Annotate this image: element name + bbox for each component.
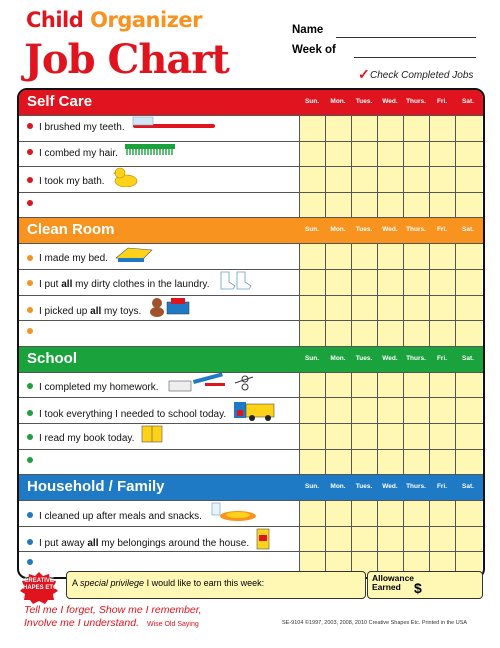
check-cell[interactable] — [377, 424, 404, 449]
bullet-icon — [27, 123, 33, 129]
check-cell[interactable] — [351, 450, 378, 475]
bullet-icon — [27, 280, 33, 286]
day-header: Sun. — [304, 483, 320, 491]
allowance-label: Allowance Earned — [372, 573, 415, 592]
bullet-icon — [27, 383, 33, 389]
task-label: I put all my dirty clothes in the laundry. — [27, 276, 255, 293]
toys-icon — [147, 296, 191, 321]
check-cell[interactable] — [429, 244, 456, 269]
day-header: Fri. — [436, 354, 448, 362]
check-cell[interactable] — [351, 321, 378, 346]
day-header: Mon. — [330, 226, 346, 234]
dollar-sign: $ — [414, 580, 422, 596]
day-header: Thurs. — [406, 354, 426, 362]
task-label: I combed my hair. — [27, 148, 176, 159]
check-cell[interactable] — [455, 296, 482, 321]
task-label — [27, 558, 39, 569]
subtitle-word-child: Child — [26, 8, 84, 32]
bullet-icon — [27, 410, 33, 416]
day-cells — [299, 193, 483, 218]
saying-line-2: Involve me I understand. — [24, 617, 139, 629]
check-cell[interactable] — [351, 167, 378, 192]
bullet-icon — [27, 307, 33, 313]
bullet-icon — [27, 457, 33, 463]
task-label: I took my bath. — [27, 173, 139, 190]
day-cells — [299, 321, 483, 346]
check-completed-note: Check Completed Jobs — [370, 70, 474, 81]
task-label: I put away all my belongings around the house. — [27, 533, 271, 554]
bullet-icon — [27, 434, 33, 440]
check-cell[interactable] — [377, 321, 404, 346]
check-cell[interactable] — [455, 193, 482, 218]
task-row — [19, 372, 483, 398]
section-title: Self Care — [27, 93, 93, 110]
check-cell[interactable] — [377, 501, 404, 526]
check-cell[interactable] — [429, 193, 456, 218]
bullet-icon — [27, 149, 33, 155]
check-cell[interactable] — [455, 450, 482, 475]
check-cell[interactable] — [403, 296, 430, 321]
day-header: Thurs. — [406, 98, 426, 105]
plate-icon — [208, 501, 258, 526]
check-cell[interactable] — [455, 424, 482, 449]
day-cells — [299, 296, 483, 321]
check-cell[interactable] — [351, 373, 378, 398]
saying — [24, 604, 202, 631]
check-cell[interactable] — [325, 167, 352, 192]
week-field[interactable] — [292, 44, 336, 56]
check-cell[interactable] — [351, 116, 378, 141]
task-row — [19, 320, 483, 346]
task-row — [19, 192, 483, 218]
bullet-icon — [27, 328, 33, 334]
checkmark-icon: ✓ — [358, 66, 370, 82]
check-cell[interactable] — [351, 270, 378, 295]
task-row — [19, 423, 483, 449]
socks-icon — [215, 270, 255, 293]
day-header: Sun. — [304, 354, 320, 362]
check-cell[interactable] — [299, 270, 326, 295]
task-row — [19, 166, 483, 192]
check-cell[interactable] — [351, 501, 378, 526]
check-cell[interactable] — [455, 116, 482, 141]
check-cell[interactable] — [429, 450, 456, 475]
check-cell[interactable] — [455, 501, 482, 526]
day-cells — [299, 270, 483, 295]
bullet-icon — [27, 512, 33, 518]
check-cell[interactable] — [429, 373, 456, 398]
check-cell[interactable] — [325, 321, 352, 346]
day-header: Mon. — [330, 483, 346, 491]
check-cell[interactable] — [325, 450, 352, 475]
bullet-icon — [27, 539, 33, 545]
task-label: I took everything I needed to school today. — [27, 404, 276, 425]
task-row — [19, 295, 483, 321]
day-header: Fri. — [436, 483, 448, 491]
bed-icon — [114, 244, 154, 267]
check-cell[interactable] — [325, 193, 352, 218]
check-cell[interactable] — [455, 167, 482, 192]
day-cells — [299, 244, 483, 269]
check-cell[interactable] — [299, 527, 326, 552]
day-header: Sun. — [304, 226, 320, 234]
check-cell[interactable] — [403, 373, 430, 398]
task-label: I brushed my teeth. — [27, 122, 217, 133]
check-cell[interactable] — [429, 296, 456, 321]
check-cell[interactable] — [455, 142, 482, 167]
check-cell[interactable] — [377, 116, 404, 141]
task-label — [27, 199, 39, 210]
check-cell[interactable] — [429, 270, 456, 295]
day-header: Sun. — [304, 98, 320, 105]
day-header: Tues. — [355, 354, 373, 362]
task-row — [19, 243, 483, 269]
privilege-prompt: A special privilege I would like to earn this week: — [72, 578, 265, 588]
check-cell[interactable] — [325, 527, 352, 552]
saying-attribution: Wise Old Saying — [146, 621, 199, 628]
task-label: I read my book today. — [27, 430, 164, 447]
check-cell[interactable] — [325, 296, 352, 321]
check-cell[interactable] — [455, 398, 482, 423]
check-cell[interactable] — [455, 373, 482, 398]
check-cell[interactable] — [299, 450, 326, 475]
copyright: SE-9104 ©1997, 2003, 2008, 2010 Creative Shapes Etc. Printed in the USA — [282, 620, 468, 626]
bullet-icon — [27, 559, 33, 565]
allowance-box[interactable] — [367, 571, 483, 599]
check-cell[interactable] — [377, 527, 404, 552]
day-header: Wed. — [382, 483, 398, 491]
creative-shapes-logo — [19, 571, 59, 605]
bullet-icon — [27, 255, 33, 261]
check-cell[interactable] — [377, 398, 404, 423]
day-header: Tues. — [355, 98, 373, 105]
day-header: Wed. — [382, 226, 398, 234]
check-cell[interactable] — [403, 142, 430, 167]
brand-subtitle — [26, 8, 202, 32]
day-cells — [299, 398, 483, 423]
day-header: Sat. — [462, 98, 474, 105]
special-privilege-box[interactable] — [66, 571, 366, 599]
check-cell[interactable] — [429, 424, 456, 449]
check-cell[interactable] — [325, 142, 352, 167]
check-cell[interactable] — [299, 193, 326, 218]
check-cell[interactable] — [351, 244, 378, 269]
check-cell[interactable] — [351, 398, 378, 423]
check-cell[interactable] — [429, 501, 456, 526]
name-field[interactable] — [292, 24, 323, 36]
school-bus-icon — [232, 398, 276, 425]
check-cell[interactable] — [351, 142, 378, 167]
check-cell[interactable] — [325, 398, 352, 423]
check-cell[interactable] — [325, 424, 352, 449]
check-cell[interactable] — [429, 167, 456, 192]
day-cells — [299, 142, 483, 167]
task-row — [19, 449, 483, 475]
bullet-icon — [27, 177, 33, 183]
section-title: Clean Room — [27, 221, 115, 239]
check-cell[interactable] — [377, 296, 404, 321]
day-cells — [299, 116, 483, 141]
check-cell[interactable] — [455, 244, 482, 269]
check-cell[interactable] — [299, 373, 326, 398]
check-cell[interactable] — [325, 270, 352, 295]
check-cell[interactable] — [377, 167, 404, 192]
check-cell[interactable] — [325, 244, 352, 269]
task-row — [19, 526, 483, 552]
subtitle-word-organizer: Organizer — [90, 8, 202, 32]
check-cell[interactable] — [377, 373, 404, 398]
check-cell[interactable] — [429, 116, 456, 141]
school-supplies-icon — [165, 373, 255, 396]
check-cell[interactable] — [403, 244, 430, 269]
check-cell[interactable] — [403, 116, 430, 141]
check-cell[interactable] — [403, 193, 430, 218]
logo-text: CREATIVE SHAPES ETC. — [19, 578, 60, 591]
check-cell[interactable] — [351, 193, 378, 218]
check-cell[interactable] — [403, 501, 430, 526]
check-cell[interactable] — [455, 270, 482, 295]
check-cell[interactable] — [299, 244, 326, 269]
day-header: Thurs. — [406, 483, 426, 491]
task-row — [19, 500, 483, 526]
comb-icon — [124, 142, 176, 159]
check-cell[interactable] — [299, 424, 326, 449]
day-cells — [299, 501, 483, 526]
check-cell[interactable] — [325, 501, 352, 526]
check-cell[interactable] — [403, 424, 430, 449]
check-cell[interactable] — [325, 116, 352, 141]
check-cell[interactable] — [429, 142, 456, 167]
check-cell[interactable] — [429, 321, 456, 346]
check-cell[interactable] — [455, 527, 482, 552]
day-header: Sat. — [462, 483, 474, 491]
day-header: Fri. — [436, 226, 448, 234]
day-header: Mon. — [330, 98, 346, 105]
check-cell[interactable] — [403, 527, 430, 552]
check-cell[interactable] — [429, 398, 456, 423]
check-cell[interactable] — [403, 270, 430, 295]
check-cell[interactable] — [299, 142, 326, 167]
check-cell[interactable] — [299, 116, 326, 141]
check-cell[interactable] — [377, 450, 404, 475]
check-cell[interactable] — [403, 398, 430, 423]
task-row — [19, 269, 483, 295]
day-header: Sat. — [462, 354, 474, 362]
check-cell[interactable] — [403, 450, 430, 475]
day-cells — [299, 527, 483, 552]
section-header — [19, 474, 483, 500]
section-title: Household / Family — [27, 478, 165, 496]
check-cell[interactable] — [377, 142, 404, 167]
section-header — [19, 346, 483, 372]
check-cell[interactable] — [377, 244, 404, 269]
check-cell[interactable] — [351, 296, 378, 321]
cereal-box-icon — [255, 527, 271, 554]
task-label: I cleaned up after meals and snacks. — [27, 507, 258, 526]
day-cells — [299, 424, 483, 449]
check-cell[interactable] — [377, 193, 404, 218]
check-cell[interactable] — [351, 424, 378, 449]
check-cell[interactable] — [351, 527, 378, 552]
task-row — [19, 397, 483, 423]
page-title: Job Chart — [24, 36, 229, 83]
task-label: I picked up all my toys. — [27, 302, 191, 321]
check-cell[interactable] — [299, 321, 326, 346]
job-chart — [17, 88, 485, 579]
section-header — [19, 217, 483, 243]
day-header: Sat. — [462, 226, 474, 234]
check-cell[interactable] — [403, 167, 430, 192]
week-line[interactable] — [354, 57, 476, 58]
day-cells — [299, 450, 483, 475]
day-header: Fri. — [436, 98, 448, 105]
task-row — [19, 115, 483, 141]
week-label: Week of — [292, 44, 336, 56]
book-icon — [140, 424, 164, 447]
day-header: Tues. — [355, 226, 373, 234]
saying-line-1: Tell me I forget, Show me I remember, — [24, 604, 202, 616]
task-label: I completed my homework. — [27, 379, 255, 396]
task-row — [19, 141, 483, 167]
check-cell[interactable] — [403, 321, 430, 346]
bullet-icon — [27, 200, 33, 206]
day-header: Tues. — [355, 483, 373, 491]
day-header: Mon. — [330, 354, 346, 362]
day-header: Thurs. — [406, 226, 426, 234]
check-cell[interactable] — [377, 270, 404, 295]
check-cell[interactable] — [299, 398, 326, 423]
day-cells — [299, 373, 483, 398]
name-line[interactable] — [336, 37, 476, 38]
task-label — [27, 327, 39, 338]
day-header: Wed. — [382, 354, 398, 362]
day-cells — [299, 167, 483, 192]
check-cell[interactable] — [299, 501, 326, 526]
task-label: I made my bed. — [27, 250, 154, 267]
toothbrush-icon — [131, 116, 217, 133]
check-cell[interactable] — [299, 167, 326, 192]
task-label — [27, 456, 39, 467]
section-title: School — [27, 349, 78, 367]
day-header: Wed. — [382, 98, 398, 105]
section-header — [19, 90, 483, 115]
name-label: Name — [292, 24, 324, 36]
check-cell[interactable] — [455, 321, 482, 346]
check-cell[interactable] — [299, 296, 326, 321]
check-cell[interactable] — [325, 373, 352, 398]
check-cell[interactable] — [429, 527, 456, 552]
rubber-duck-icon — [111, 167, 139, 190]
